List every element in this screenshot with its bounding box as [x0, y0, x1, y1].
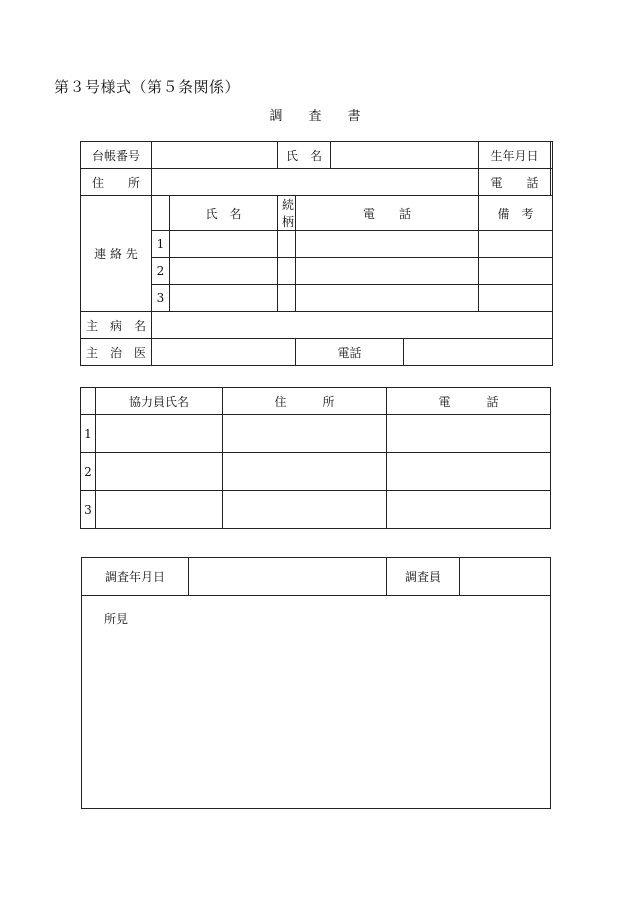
attending-doctor-label: 主 治 医 — [81, 339, 152, 366]
address-label: 住 所 — [81, 169, 152, 196]
cooperator-phone-field[interactable] — [387, 453, 551, 491]
phone-field[interactable] — [551, 169, 553, 196]
surveyor-field[interactable] — [460, 558, 551, 596]
attending-doctor-field[interactable] — [152, 339, 296, 366]
contact-remarks-field[interactable] — [479, 231, 553, 258]
phone-label: 電 話 — [479, 169, 551, 196]
cooperator-name-header: 協力員氏名 — [96, 388, 223, 415]
cooperator-row — [81, 453, 551, 491]
contact-remarks-field[interactable] — [479, 258, 553, 285]
ledger-no-label: 台帳番号 — [81, 142, 152, 169]
doctor-phone-field[interactable] — [404, 339, 553, 366]
contact-relation-field[interactable] — [278, 285, 296, 312]
address-field[interactable] — [152, 169, 479, 196]
birth-date-label: 生年月日 — [479, 142, 551, 169]
document-title: 調 査 書 — [269, 109, 361, 124]
survey-table — [81, 557, 551, 809]
basic-info-table — [80, 141, 553, 366]
contact-phone-field[interactable] — [296, 231, 479, 258]
cooperator-address-header: 住 所 — [223, 388, 387, 415]
surveyor-label: 調査員 — [387, 558, 460, 596]
main-disease-label: 主 病 名 — [81, 312, 152, 339]
contact-row-number: 3 — [152, 285, 170, 312]
name-field[interactable] — [331, 142, 479, 169]
contact-row — [81, 258, 553, 285]
contact-name-field[interactable] — [170, 231, 278, 258]
contact-phone-header: 電 話 — [296, 196, 479, 231]
survey-date-label: 調査年月日 — [82, 558, 189, 596]
cooperator-name-field[interactable] — [96, 453, 223, 491]
contact-row — [81, 231, 553, 258]
contact-label: 連 絡 先 — [81, 196, 152, 312]
contact-remarks-field[interactable] — [479, 285, 553, 312]
name-label: 氏 名 — [278, 142, 331, 169]
cooperator-name-field[interactable] — [96, 415, 223, 453]
cooperator-table — [80, 387, 551, 529]
opinion-label: 所見 — [104, 612, 129, 626]
contact-name-field[interactable] — [170, 258, 278, 285]
cooperator-row — [81, 415, 551, 453]
contact-row-number: 1 — [152, 231, 170, 258]
doctor-phone-label: 電話 — [296, 339, 404, 366]
survey-date-field[interactable] — [189, 558, 387, 596]
opinion-field[interactable] — [82, 596, 551, 809]
contact-row-number: 2 — [152, 258, 170, 285]
contact-relation-field[interactable] — [278, 258, 296, 285]
cooperator-address-field[interactable] — [223, 415, 387, 453]
contact-phone-field[interactable] — [296, 258, 479, 285]
cooperator-address-field[interactable] — [223, 453, 387, 491]
contact-remarks-header: 備 考 — [479, 196, 553, 231]
main-disease-field[interactable] — [152, 312, 553, 339]
contact-name-field[interactable] — [170, 285, 278, 312]
cooperator-phone-field[interactable] — [387, 491, 551, 529]
cooperator-phone-field[interactable] — [387, 415, 551, 453]
contact-name-header: 氏 名 — [170, 196, 278, 231]
cooperator-name-field[interactable] — [96, 491, 223, 529]
contact-relation-field[interactable] — [278, 231, 296, 258]
ledger-no-field[interactable] — [152, 142, 278, 169]
contact-phone-field[interactable] — [296, 285, 479, 312]
cooperator-index-header — [81, 388, 96, 415]
cooperator-phone-header: 電 話 — [387, 388, 551, 415]
cooperator-row-number: 3 — [81, 491, 96, 529]
contact-relation-header: 続柄 — [278, 196, 296, 231]
birth-date-field[interactable] — [551, 142, 553, 169]
cooperator-row — [81, 491, 551, 529]
form-heading: 第３号様式（第５条関係） — [54, 78, 241, 96]
contact-index-header — [152, 196, 170, 231]
cooperator-address-field[interactable] — [223, 491, 387, 529]
cooperator-row-number: 2 — [81, 453, 96, 491]
cooperator-row-number: 1 — [81, 415, 96, 453]
contact-row — [81, 285, 553, 312]
